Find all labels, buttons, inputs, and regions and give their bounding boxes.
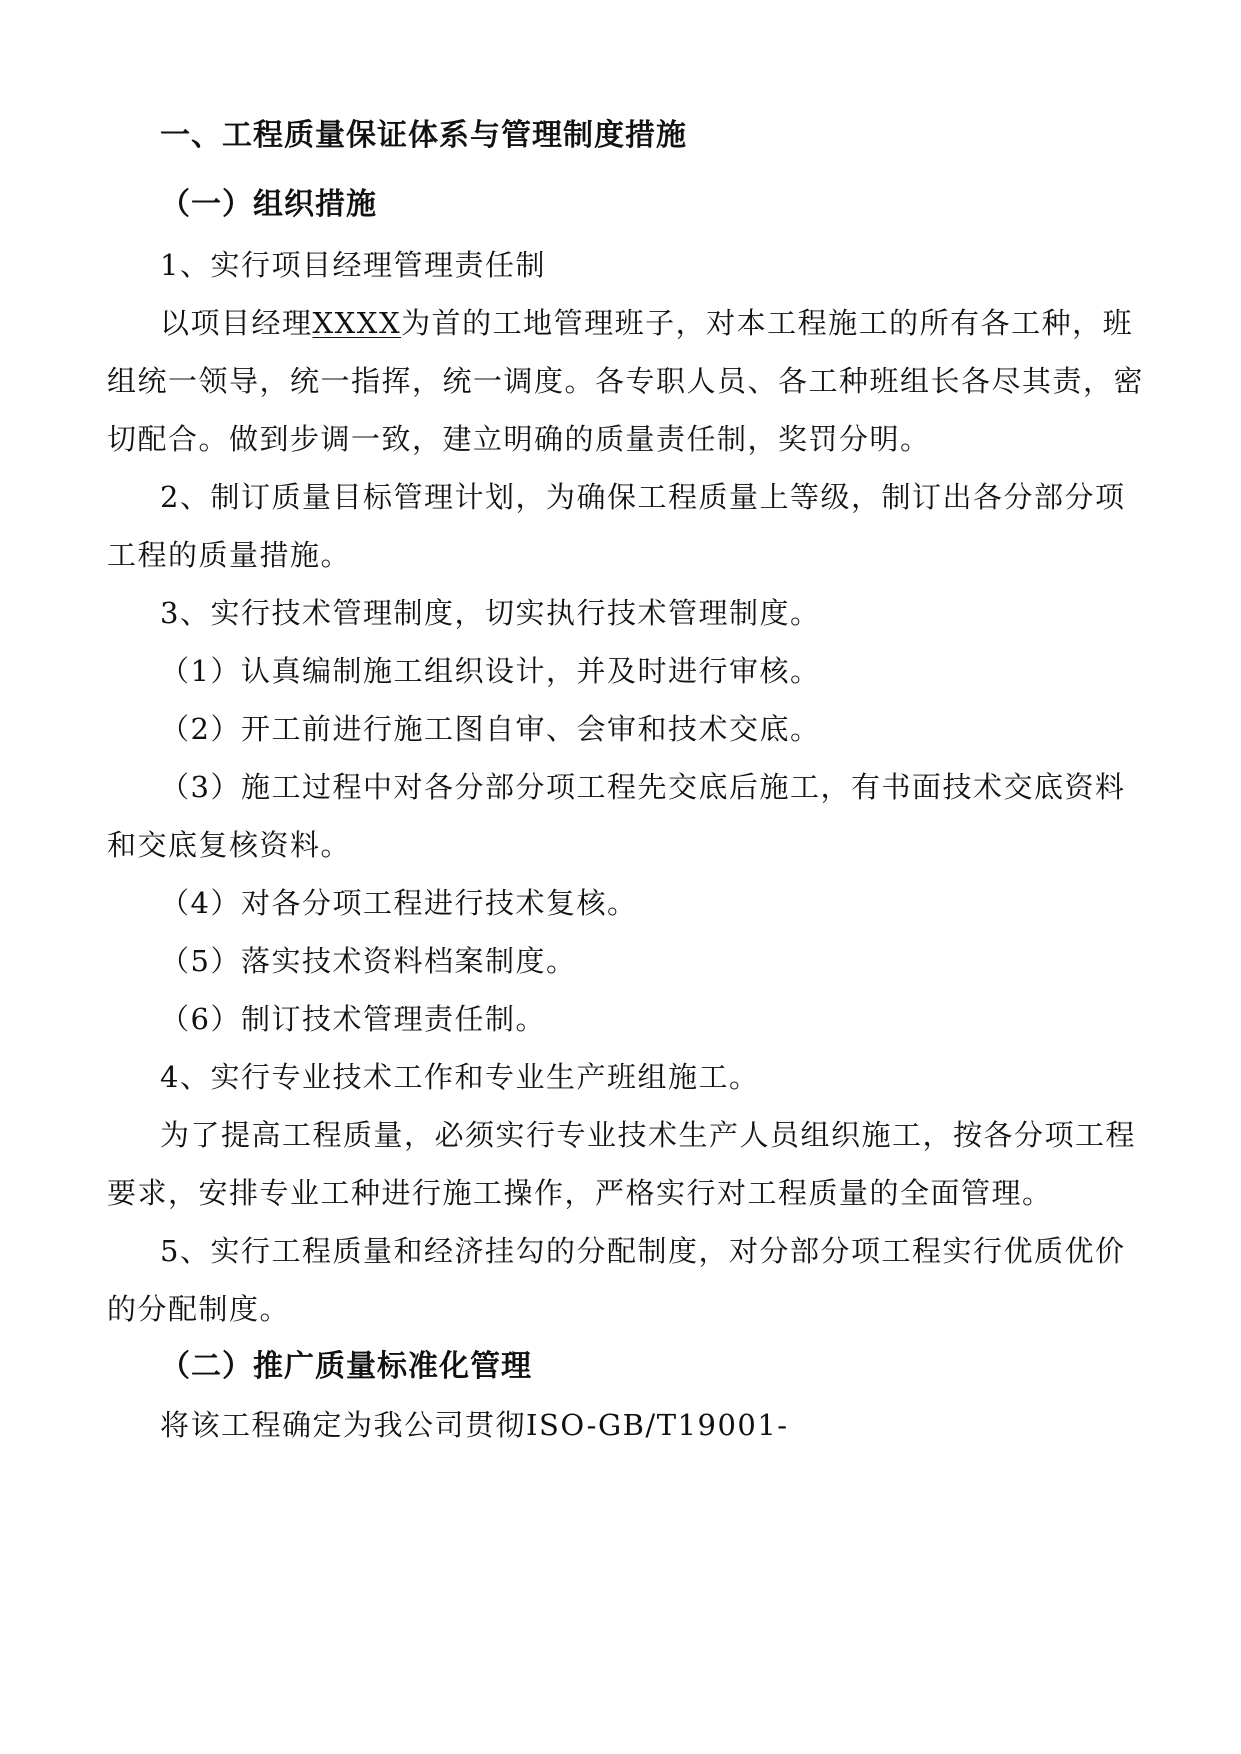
item-2-line-2: 工程的质量措施。 [107, 538, 352, 572]
sub-item-6: （6）制订技术管理责任制。 [160, 1002, 546, 1036]
item-3-title: 3、实行技术管理制度，切实执行技术管理制度。 [160, 596, 821, 630]
section-1-title: （一）组织措施 [160, 187, 377, 222]
item-1-para-prefix: 以项目经理 [160, 306, 313, 340]
item-4-para-line-1: 为了提高工程质量，必须实行专业技术生产人员组织施工，按各分项工程 [160, 1118, 1137, 1152]
item-4-title: 4、实行专业技术工作和专业生产班组施工。 [160, 1060, 760, 1094]
item-1-para-line-1 [160, 303, 1133, 343]
project-manager-name: XXXX [312, 306, 402, 340]
sub-item-3-line-2: 和交底复核资料。 [107, 828, 352, 862]
sub-item-2: （2）开工前进行施工图自审、会审和技术交底。 [160, 712, 821, 746]
item-5-line-1: 5、实行工程质量和经济挂勾的分配制度，对分部分项工程实行优质优价 [160, 1234, 1126, 1268]
sub-item-4: （4）对各分项工程进行技术复核。 [160, 886, 638, 920]
heading-1: 一、工程质量保证体系与管理制度措施 [160, 118, 687, 153]
item-2-line-1: 2、制订质量目标管理计划，为确保工程质量上等级，制订出各分部分项 [160, 480, 1126, 514]
section-2-para-line-1: 将该工程确定为我公司贯彻ISO-GB/T19001- [160, 1408, 789, 1442]
section-2-title: （二）推广质量标准化管理 [160, 1349, 532, 1384]
sub-item-5: （5）落实技术资料档案制度。 [160, 944, 577, 978]
item-1-para-suffix: 为首的工地管理班子，对本工程施工的所有各工种，班 [401, 306, 1134, 340]
sub-item-1: （1）认真编制施工组织设计，并及时进行审核。 [160, 654, 821, 688]
item-1-para-line-2: 组统一领导，统一指挥，统一调度。各专职人员、各工种班组长各尽其责，密 [107, 364, 1145, 398]
item-4-para-line-2: 要求，安排专业工种进行施工操作，严格实行对工程质量的全面管理。 [107, 1176, 1053, 1210]
item-1-title: 1、实行项目经理管理责任制 [160, 248, 546, 282]
item-5-line-2: 的分配制度。 [107, 1292, 291, 1326]
sub-item-3-line-1: （3）施工过程中对各分部分项工程先交底后施工，有书面技术交底资料 [160, 770, 1126, 804]
item-1-para-line-3: 切配合。做到步调一致，建立明确的质量责任制，奖罚分明。 [107, 422, 931, 456]
